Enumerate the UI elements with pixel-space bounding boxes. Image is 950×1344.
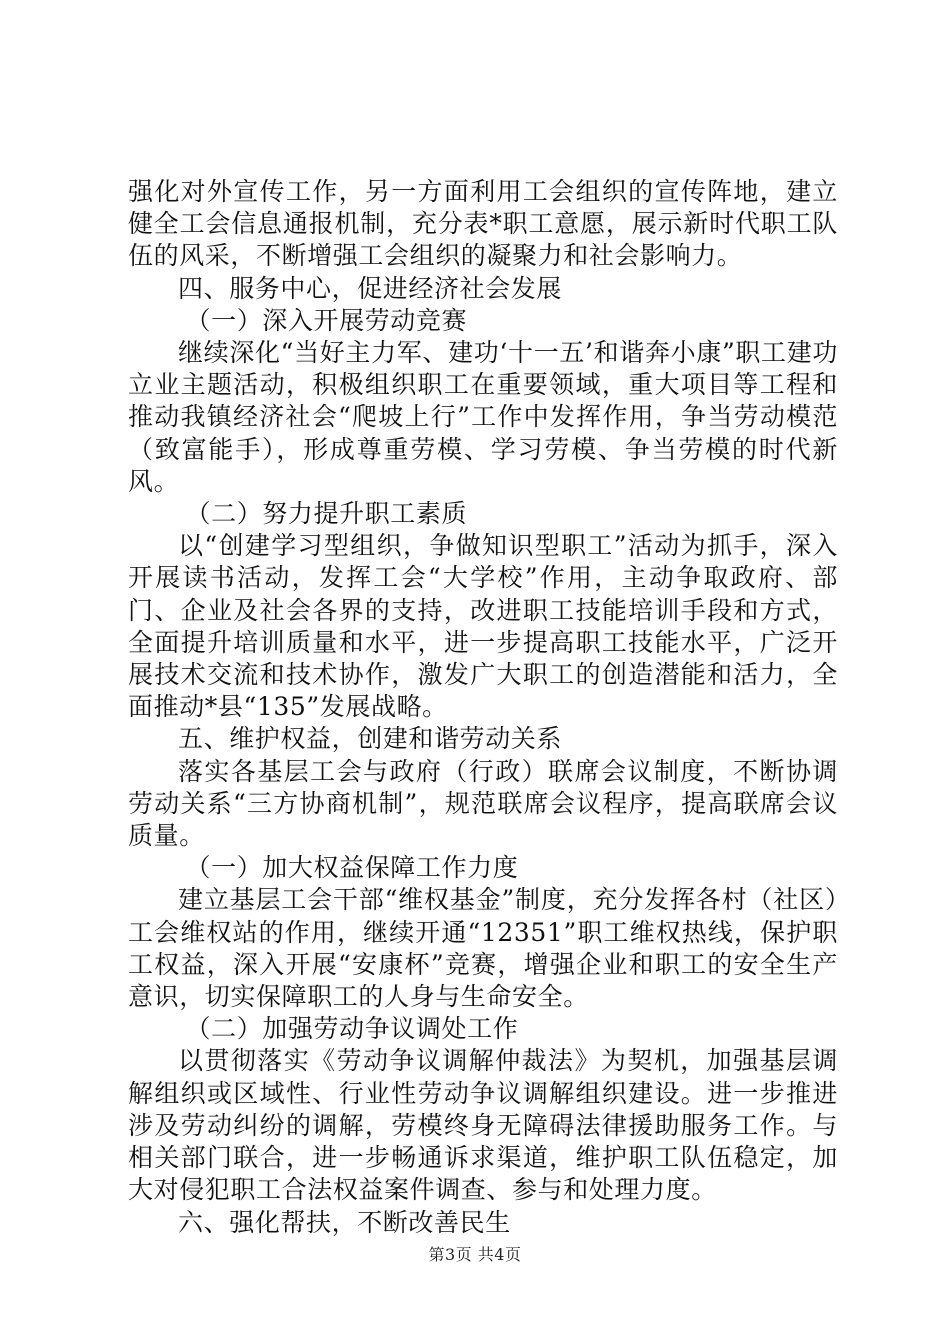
subheading-rights-protection: （一）加大权益保障工作力度 [185,853,519,883]
paragraph-joint-meeting: 落实各基层工会与政府（行政）联席会议制度，不断协调劳动关系“三方协商机制”，规范联席会议程序，提高联席会议质量。 [128,756,838,851]
paragraph-intro-continuation: 强化对外宣传工作，另一方面利用工会组织的宣传阵地，建立健全工会信息通报机制，充分表*职工意愿，展示新时代职工队伍的风采，不断增强工会组织的凝聚力和社会影响力。 [128,177,838,271]
paragraph-labor-competition: 继续深化“当好主力军、建功‘十一五’和谐奔小康”职工建功立业主题活动，积极组织职工在重要领域，重大项目等工程和推动我镇经济社会“爬坡上行”工作中发挥作用，争当劳动模范（致富能手），形成尊重劳模、学习劳模、争当劳模的时代新风。 [128,338,838,496]
subheading-worker-quality: （二）努力提升职工素质 [185,499,468,529]
paragraph-dispute-mediation: 以贯彻落实《劳动争议调解仲裁法》为契机，加强基层调解组织或区域性、行业性劳动争议调解组织建设。进一步推进涉及劳动纠纷的调解，劳模终身无障碍法律援助服务工作。与相关部门联合，进一步畅通诉求渠道，维护职工队伍稳定，加大对侵犯职工合法权益案件调查、参与和处理力度。 [128,1046,838,1205]
paragraph-worker-quality: 以“创建学习型组织，争做知识型职工”活动为抓手，深入开展读书活动，发挥工会“大学校”作用，主动争取政府、部门、企业及社会各界的支持，改进职工技能培训手段和方式，全面提升培训质量和水平，进一步提高职工技能水平，广泛开展技术交流和技术协作，激发广大职工的创造潜能和活力，全面推动*县“135”发展战略。 [128,531,838,722]
section-heading-four: 四、服务中心，促进经济社会发展 [178,273,563,303]
subheading-labor-competition: （一）深入开展劳动竞赛 [185,305,468,335]
section-heading-five: 五、维护权益，创建和谐劳动关系 [178,724,563,754]
subheading-dispute-mediation: （二）加强劳动争议调处工作 [185,1014,519,1044]
section-heading-six: 六、强化帮扶，不断改善民生 [178,1207,511,1237]
document-body [128,176,838,1239]
paragraph-rights-protection: 建立基层工会干部“维权基金”制度，充分发挥各村（社区）工会维权站的作用，继续开通“12351”职工维权热线，保护职工权益，深入开展“安康杯”竞赛，增强企业和职工的安全生产意识，切实保障职工的人身与生命安全。 [128,885,838,1012]
page-number-footer: 第3页 共4页 [428,1245,522,1264]
